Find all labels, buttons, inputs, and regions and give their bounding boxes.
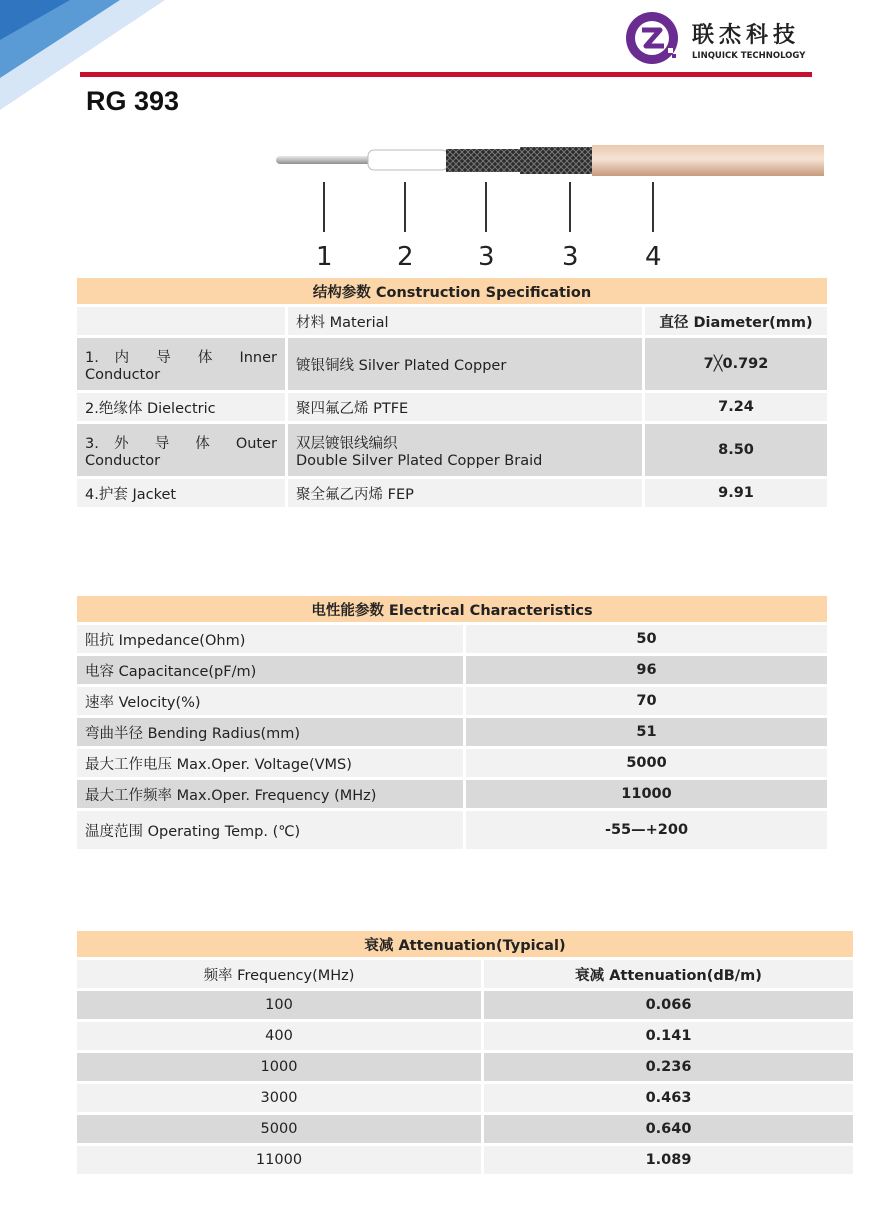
diagram-label-3a: 3 <box>478 242 495 272</box>
construction-table <box>74 275 830 510</box>
electrical-table-title: 电性能参数 Electrical Characteristics <box>77 596 827 622</box>
table-row <box>77 749 827 777</box>
header-cell-empty <box>77 307 285 335</box>
diagram-label-2: 2 <box>397 242 414 272</box>
parameter-cell: 最大工作频率 Max.Oper. Frequency (MHz) <box>77 780 463 808</box>
diagram-label-4: 4 <box>645 242 662 272</box>
frequency-cell: 1000 <box>77 1053 481 1081</box>
table-row <box>77 1115 853 1143</box>
diagram-label-3b: 3 <box>562 242 579 272</box>
page-title: RG 393 <box>86 86 180 116</box>
column-header-material: 材料 Material <box>288 307 642 335</box>
part-cell: 4.护套 Jacket <box>77 479 285 507</box>
table-row <box>77 656 827 684</box>
frequency-cell: 3000 <box>77 1084 481 1112</box>
column-header-frequency: 频率 Frequency(MHz) <box>77 960 481 988</box>
attenuation-cell: 0.236 <box>484 1053 853 1081</box>
parameter-cell: 温度范围 Operating Temp. (℃) <box>77 811 463 849</box>
logo-chinese-name: 联杰科技 <box>692 23 801 48</box>
table-row <box>77 991 853 1019</box>
value-cell: 11000 <box>466 780 827 808</box>
electrical-table <box>74 593 830 852</box>
corner-decoration <box>0 0 170 140</box>
diagram-label-1: 1 <box>316 242 333 272</box>
table-row <box>77 811 827 849</box>
material-cell <box>288 424 642 476</box>
table-row <box>77 393 827 421</box>
parameter-cell: 弯曲半径 Bending Radius(mm) <box>77 718 463 746</box>
diameter-cell: 8.50 <box>645 424 827 476</box>
company-logo <box>624 10 814 68</box>
material-line-en: Double Silver Plated Copper Braid <box>296 452 543 469</box>
attenuation-cell: 1.089 <box>484 1146 853 1174</box>
diameter-cell: 7.24 <box>645 393 827 421</box>
parameter-cell: 电容 Capacitance(pF/m) <box>77 656 463 684</box>
table-row <box>77 1022 853 1050</box>
value-cell: -55—+200 <box>466 811 827 849</box>
attenuation-cell: 0.640 <box>484 1115 853 1143</box>
table-row <box>77 424 827 476</box>
table-row <box>77 479 827 507</box>
parameter-cell: 最大工作电压 Max.Oper. Voltage(VMS) <box>77 749 463 777</box>
attenuation-cell: 0.066 <box>484 991 853 1019</box>
table-row <box>77 718 827 746</box>
table-row <box>77 338 827 390</box>
frequency-cell: 100 <box>77 991 481 1019</box>
table-row <box>77 1146 853 1174</box>
value-cell: 70 <box>466 687 827 715</box>
frequency-cell: 5000 <box>77 1115 481 1143</box>
header-divider <box>80 72 812 77</box>
parameter-cell: 速率 Velocity(%) <box>77 687 463 715</box>
attenuation-cell: 0.463 <box>484 1084 853 1112</box>
value-cell: 50 <box>466 625 827 653</box>
attenuation-cell: 0.141 <box>484 1022 853 1050</box>
diameter-cell: 7╳0.792 <box>645 338 827 390</box>
frequency-cell: 11000 <box>77 1146 481 1174</box>
attenuation-table <box>74 928 856 1177</box>
logo-mark-icon <box>624 10 680 66</box>
table-row <box>77 625 827 653</box>
part-cell: 3. 外 导 体 Outer Conductor <box>77 424 285 476</box>
material-cell: 聚全氟乙丙烯 FEP <box>288 479 642 507</box>
column-header-attenuation: 衰减 Attenuation(dB/m) <box>484 960 853 988</box>
table-row <box>77 1084 853 1112</box>
parameter-cell: 阻抗 Impedance(Ohm) <box>77 625 463 653</box>
value-cell: 5000 <box>466 749 827 777</box>
table-row <box>77 687 827 715</box>
part-cell: 2.绝缘体 Dielectric <box>77 393 285 421</box>
logo-english-name: LINQUICK TECHNOLOGY <box>692 51 806 61</box>
table-row <box>77 1053 853 1081</box>
attenuation-table-title: 衰减 Attenuation(Typical) <box>77 931 853 957</box>
cable-cross-section-image <box>270 140 830 240</box>
value-cell: 96 <box>466 656 827 684</box>
construction-table-title: 结构参数 Construction Specification <box>77 278 827 304</box>
frequency-cell: 400 <box>77 1022 481 1050</box>
material-cell: 聚四氟乙烯 PTFE <box>288 393 642 421</box>
column-header-diameter: 直径 Diameter(mm) <box>645 307 827 335</box>
part-cell: 1. 内 导 体 Inner Conductor <box>77 338 285 390</box>
table-row <box>77 780 827 808</box>
value-cell: 51 <box>466 718 827 746</box>
diameter-cell: 9.91 <box>645 479 827 507</box>
material-cell: 镀银铜线 Silver Plated Copper <box>288 338 642 390</box>
material-line-cn: 双层镀银线编织 <box>296 435 398 452</box>
